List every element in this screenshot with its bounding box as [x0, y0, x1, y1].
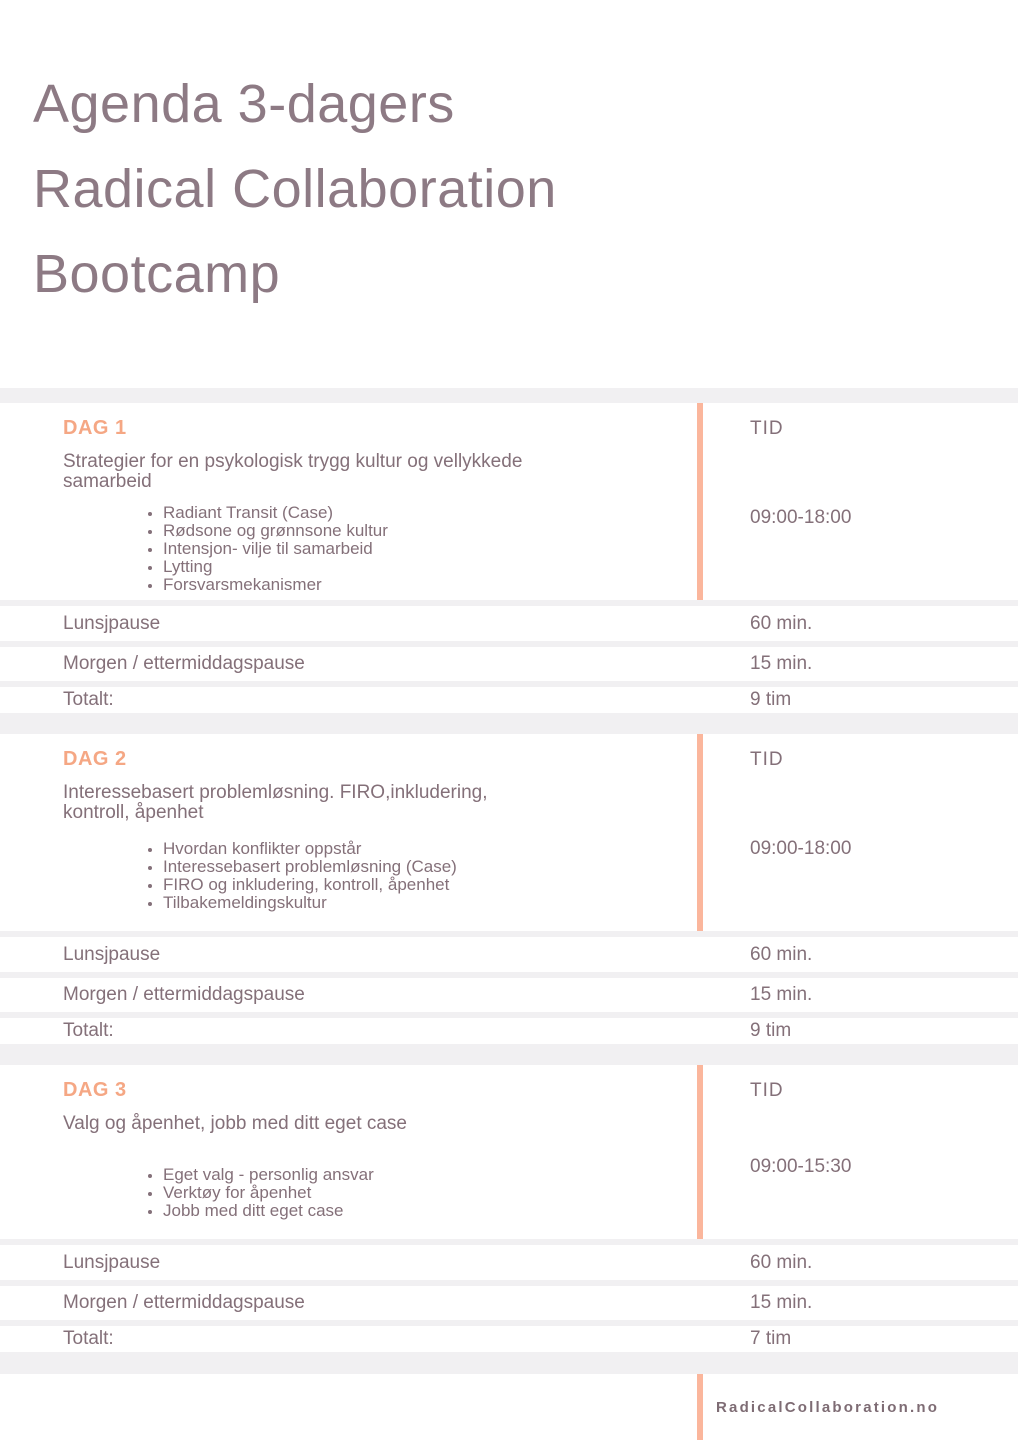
- topic-item: • Radiant Transit (Case): [163, 504, 697, 522]
- page-title-line-2: Radical Collaboration: [33, 159, 557, 219]
- row-value: 15 min.: [750, 984, 813, 1005]
- day-1-time-cell: [703, 403, 1018, 600]
- topic-item: • Interessebasert problemløsning (Case): [163, 858, 697, 876]
- day-3-topic-list: [63, 1166, 697, 1220]
- day-1-time-range: 09:00-18:00: [750, 507, 852, 528]
- row-value: 60 min.: [750, 1251, 813, 1273]
- day-3-break-row: [0, 1286, 1018, 1320]
- row-value: 15 min.: [750, 653, 813, 674]
- day-3-main-row: [0, 1065, 1018, 1239]
- section-separator: [0, 1044, 1018, 1065]
- day-2-topic-list: [63, 840, 697, 912]
- day-1-description: Strategier for en psykologisk trygg kultur og vellykkede samarbeid: [63, 451, 523, 492]
- footer-spacer: [0, 1374, 697, 1440]
- day-2-content-cell: [0, 734, 697, 931]
- day-2-description: Interessebasert problemløsning. FIRO,inkludering, kontroll, åpenhet: [63, 782, 488, 823]
- row-label: Lunsjpause: [63, 612, 161, 634]
- row-label: Totalt:: [63, 1328, 114, 1349]
- topic-item: • FIRO og inkludering, kontroll, åpenhet: [163, 876, 697, 894]
- topic-item: • Verktøy for åpenhet: [163, 1184, 697, 1202]
- row-value: 60 min.: [750, 943, 813, 965]
- day-1-content-cell: [0, 403, 697, 600]
- day-3-label: DAG 3: [63, 1079, 127, 1101]
- row-label: Totalt:: [63, 1020, 114, 1041]
- topic-item: • Jobb med ditt eget case: [163, 1202, 697, 1220]
- day-2-total-row: [0, 1018, 1018, 1044]
- website-text: RadicalCollaboration.no: [716, 1398, 940, 1416]
- day-1-main-row: [0, 403, 1018, 600]
- topic-item: • Lytting: [163, 558, 697, 576]
- day-1-label: DAG 1: [63, 417, 127, 439]
- row-label: Morgen / ettermiddagspause: [63, 1292, 305, 1313]
- time-column-header: TID: [750, 749, 784, 770]
- topic-item: • Tilbakemeldingskultur: [163, 894, 697, 912]
- day-2-label: DAG 2: [63, 748, 127, 770]
- page-title: [0, 0, 1018, 317]
- day-2-lunch-row: [0, 937, 1018, 972]
- day-3-time-cell: [703, 1065, 1018, 1239]
- topic-item: • Rødsone og grønnsone kultur: [163, 522, 697, 540]
- row-value: 7 tim: [750, 1328, 792, 1349]
- topic-item: • Forsvarsmekanismer: [163, 576, 697, 594]
- time-column-header: TID: [750, 418, 784, 439]
- day-1-break-row: [0, 647, 1018, 681]
- footer: [0, 1374, 1018, 1440]
- row-label: Morgen / ettermiddagspause: [63, 653, 305, 674]
- day-1-total-row: [0, 687, 1018, 713]
- row-label: Lunsjpause: [63, 1251, 161, 1273]
- row-label: Totalt:: [63, 689, 114, 710]
- day-2-break-row: [0, 978, 1018, 1012]
- day-2-time-cell: [703, 734, 1018, 931]
- topic-item: • Intensjon- vilje til samarbeid: [163, 540, 697, 558]
- time-column-header: TID: [750, 1080, 784, 1101]
- row-label: Morgen / ettermiddagspause: [63, 984, 305, 1005]
- row-value: 9 tim: [750, 689, 792, 710]
- day-3-time-range: 09:00-15:30: [750, 1156, 852, 1177]
- row-value: 15 min.: [750, 1292, 813, 1313]
- topic-item: • Hvordan konflikter oppstår: [163, 840, 697, 858]
- day-3-lunch-row: [0, 1245, 1018, 1280]
- day-3-content-cell: [0, 1065, 697, 1239]
- header: [0, 0, 1018, 388]
- day-3-total-row: [0, 1326, 1018, 1352]
- day-1-topic-list: [63, 504, 697, 594]
- day-1-section: [0, 403, 1018, 713]
- row-value: 9 tim: [750, 1020, 792, 1041]
- topic-item: • Eget valg - personlig ansvar: [163, 1166, 697, 1184]
- page-title-line-1: Agenda 3-dagers: [33, 74, 455, 134]
- day-3-description: Valg og åpenhet, jobb med ditt eget case: [63, 1113, 408, 1134]
- row-label: Lunsjpause: [63, 943, 161, 965]
- page-title-line-3: Bootcamp: [33, 244, 281, 304]
- row-value: 60 min.: [750, 612, 813, 634]
- day-2-section: [0, 734, 1018, 1044]
- section-separator: [0, 1352, 1018, 1374]
- row-separator: [0, 388, 1018, 403]
- day-1-lunch-row: [0, 606, 1018, 641]
- section-separator: [0, 713, 1018, 734]
- day-2-main-row: [0, 734, 1018, 931]
- day-3-section: [0, 1065, 1018, 1352]
- day-2-time-range: 09:00-18:00: [750, 838, 852, 859]
